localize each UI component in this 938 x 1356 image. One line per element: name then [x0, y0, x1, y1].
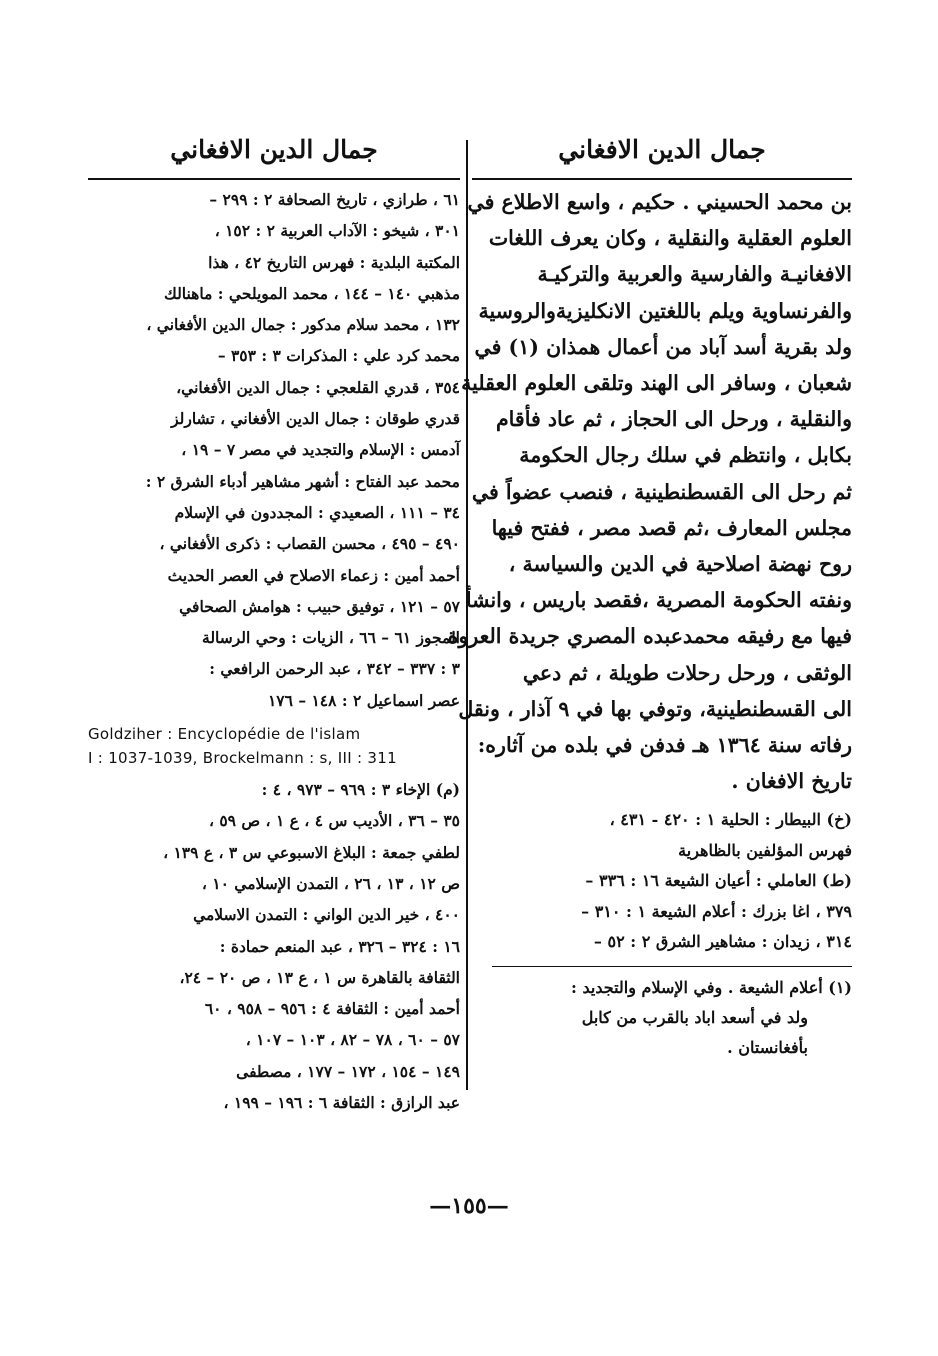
biography-text: [447, 184, 852, 799]
text-line: بكابل ، وانتظم في سلك رجال الحكومة: [519, 443, 852, 468]
source-line: (ط) العاملي : أعيان الشيعة ١٦ : ٣٣٦ –: [585, 871, 852, 891]
text-line: تاريخ الافغان .: [731, 769, 852, 794]
source-line: ٣١٤ ، زيدان : مشاهير الشرق ٢ : ٥٢ –: [593, 932, 852, 952]
text-line: والفرنساوية ويلم باللغتين الانكليزيةوالروسية: [478, 298, 852, 323]
reference-line: عصر اسماعيل ٢ : ١٤٨ – ١٧٦: [267, 690, 460, 710]
text-line: الافغانيـة والفارسية والعربية والتركيـة: [537, 262, 852, 287]
right-column: [447, 128, 852, 1063]
reference-line: ص ١٢ ، ١٣ ، ٢٦ ، التمدن الإسلامي ١٠ ،: [201, 873, 460, 893]
reference-line: ١٣٢ ، محمد سلام مدكور : جمال الدين الأفغاني ،: [146, 315, 460, 335]
footnote-line: (١) أعلام الشيعة . وفي الإسلام والتجديد :: [571, 977, 852, 997]
reference-line: مذهبي ١٤٠ – ١٤٤ ، محمد المويلحي : ماهنالك: [164, 283, 460, 303]
text-line: ونفته الحكومة المصرية ،فقصد باريس ، وانشأ: [465, 588, 852, 613]
references-block-1: [88, 184, 460, 716]
text-line: مجلس المعارف ،ثم قصد مصر ، ففتح فيها: [491, 515, 852, 540]
text-line: ثم رحل الى القسطنطينية ، فنصب عضواً في: [471, 479, 852, 504]
reference-line: آدمس : الإسلام والتجديد في مصر ٧ – ١٩ ،: [181, 440, 460, 460]
reference-line: ٤٠٠ ، خير الدين الواني : التمدن الاسلامي: [193, 905, 460, 925]
text-line: الى القسطنطينية، وتوفي بها في ٩ آذار ، ونقل: [458, 696, 852, 721]
latin-line: Goldziher : Encyclopédie de l'islam: [88, 725, 361, 744]
reference-line: ٣٠١ ، شيخو : الآداب العربية ٢ : ١٥٢ ،: [214, 221, 460, 241]
text-line: العلوم العقلية والنقلية ، وكان يعرف اللغات: [488, 226, 852, 251]
references-block-2: [88, 774, 460, 1118]
reference-line: ١٦ : ٣٢٤ – ٣٢٦ ، عبد المنعم حمادة :: [219, 936, 460, 956]
sources-block: [472, 805, 852, 958]
reference-line: ٦١ ، طرازي ، تاريخ الصحافة ٢ : ٢٩٩ –: [209, 190, 460, 209]
reference-line: المكتبة البلدية : فهرس التاريخ ٤٢ ، هذا: [208, 252, 460, 272]
reference-line: أحمد أمين : الثقافة ٤ : ٩٥٦ – ٩٥٨ ، ٦٠: [204, 999, 460, 1019]
source-line: ٣٧٩ ، اغا بزرك : أعلام الشيعة ١ : ٣١٠ –: [581, 901, 852, 921]
running-head-left: جمال الدين الافغاني: [170, 135, 378, 164]
reference-line: محمد كرد علي : المذكرات ٣ : ٣٥٣ –: [217, 346, 460, 366]
footnote-line: ولد في أسعد اباد بالقرب من كابل: [581, 1007, 808, 1027]
reference-line: ٤٩٠ – ٤٩٥ ، محسن القصاب : ذكرى الأفغاني ،: [159, 534, 460, 554]
reference-line: عبد الرازق : الثقافة ٦ : ١٩٦ – ١٩٩ ،: [223, 1093, 460, 1113]
footnote: [472, 973, 852, 1063]
text-line: ولد بقرية أسد آباد من أعمال همذان (١) في: [474, 334, 852, 359]
head-rule-right: [472, 178, 852, 180]
head-rule-left: [88, 178, 460, 180]
reference-line: ٥٧ – ٦٠ ، ٧٨ – ٨٢ ، ١٠٣ – ١٠٧ ،: [245, 1030, 460, 1050]
reference-line: الثقافة بالقاهرة س ١ ، ع ١٣ ، ص ٢٠ – ٢٤،: [179, 967, 460, 987]
running-head-right: جمال الدين الافغاني: [558, 135, 766, 164]
source-line: فهرس المؤلفين بالظاهرية: [678, 840, 852, 860]
reference-line: ٣٥ – ٣٦ ، الأديب س ٤ ، ع ١ ، ص ٥٩ ،: [208, 811, 460, 831]
reference-line: (م) الإخاء ٣ : ٩٦٩ – ٩٧٣ ، ٤ :: [261, 780, 460, 800]
reference-line: قدري طوقان : جمال الدين الأفغاني ، تشارلز: [171, 409, 460, 429]
left-column: [88, 128, 460, 1118]
reference-line: المجوز ٦١ – ٦٦ ، الزيات : وحي الرسالة: [202, 628, 460, 648]
reference-line: ١٤٩ – ١٥٤ ، ١٧٢ – ١٧٧ ، مصطفى: [236, 1061, 460, 1081]
footnote-rule: [492, 966, 852, 967]
text-line: فيها مع رفيقه محمدعبده المصري جريدة العروة: [447, 624, 852, 649]
reference-line: ٣٥٤ ، قدري القلعجي : جمال الدين الأفغاني،: [176, 377, 460, 397]
source-line: (خ) البيطار : الحلية ١ : ٤٢٠ - ٤٣١ ،: [609, 810, 852, 830]
reference-line: ٣ : ٣٣٧ – ٣٤٢ ، عبد الرحمن الرافعي :: [209, 659, 460, 679]
reference-line: ٥٧ – ١٢١ ، توفيق حبيب : هوامش الصحافي: [179, 596, 460, 616]
text-line: رفاته سنة ١٣٦٤ هـ فدفن في بلده من آثاره:: [477, 733, 852, 758]
reference-line: محمد عبد الفتاح : أشهر مشاهير أدباء الشرق ٢ :: [145, 471, 460, 491]
text-line: شعبان ، وسافر الى الهند وتلقى العلوم العقلية: [461, 371, 852, 396]
reference-line: لطفي جمعة : البلاغ الاسبوعي س ٣ ، ع ١٣٩ ،: [163, 842, 460, 862]
text-line: روح نهضة اصلاحية في الدين والسياسة ،: [508, 552, 852, 577]
text-line: والنقلية ، ورحل الى الحجاز ، ثم عاد فأقام: [495, 407, 852, 432]
latin-line: I : 1037-1039, Brockelmann : s, III : 311: [88, 749, 397, 768]
reference-line: ٣٤ – ١١١ ، الصعيدي : المجددون في الإسلام: [174, 502, 460, 522]
text-line: الوثقى ، ورحل رحلات طويلة ، ثم دعي: [522, 660, 852, 685]
text-line: بن محمد الحسيني . حكيم ، واسع الاطلاع في: [467, 190, 852, 214]
reference-line: أحمد أمين : زعماء الاصلاح في العصر الحديث: [167, 565, 460, 585]
page-number: —١٥٥—: [429, 1193, 509, 1219]
footnote-line: بأفغانستان .: [727, 1037, 808, 1057]
latin-references: [88, 722, 460, 770]
